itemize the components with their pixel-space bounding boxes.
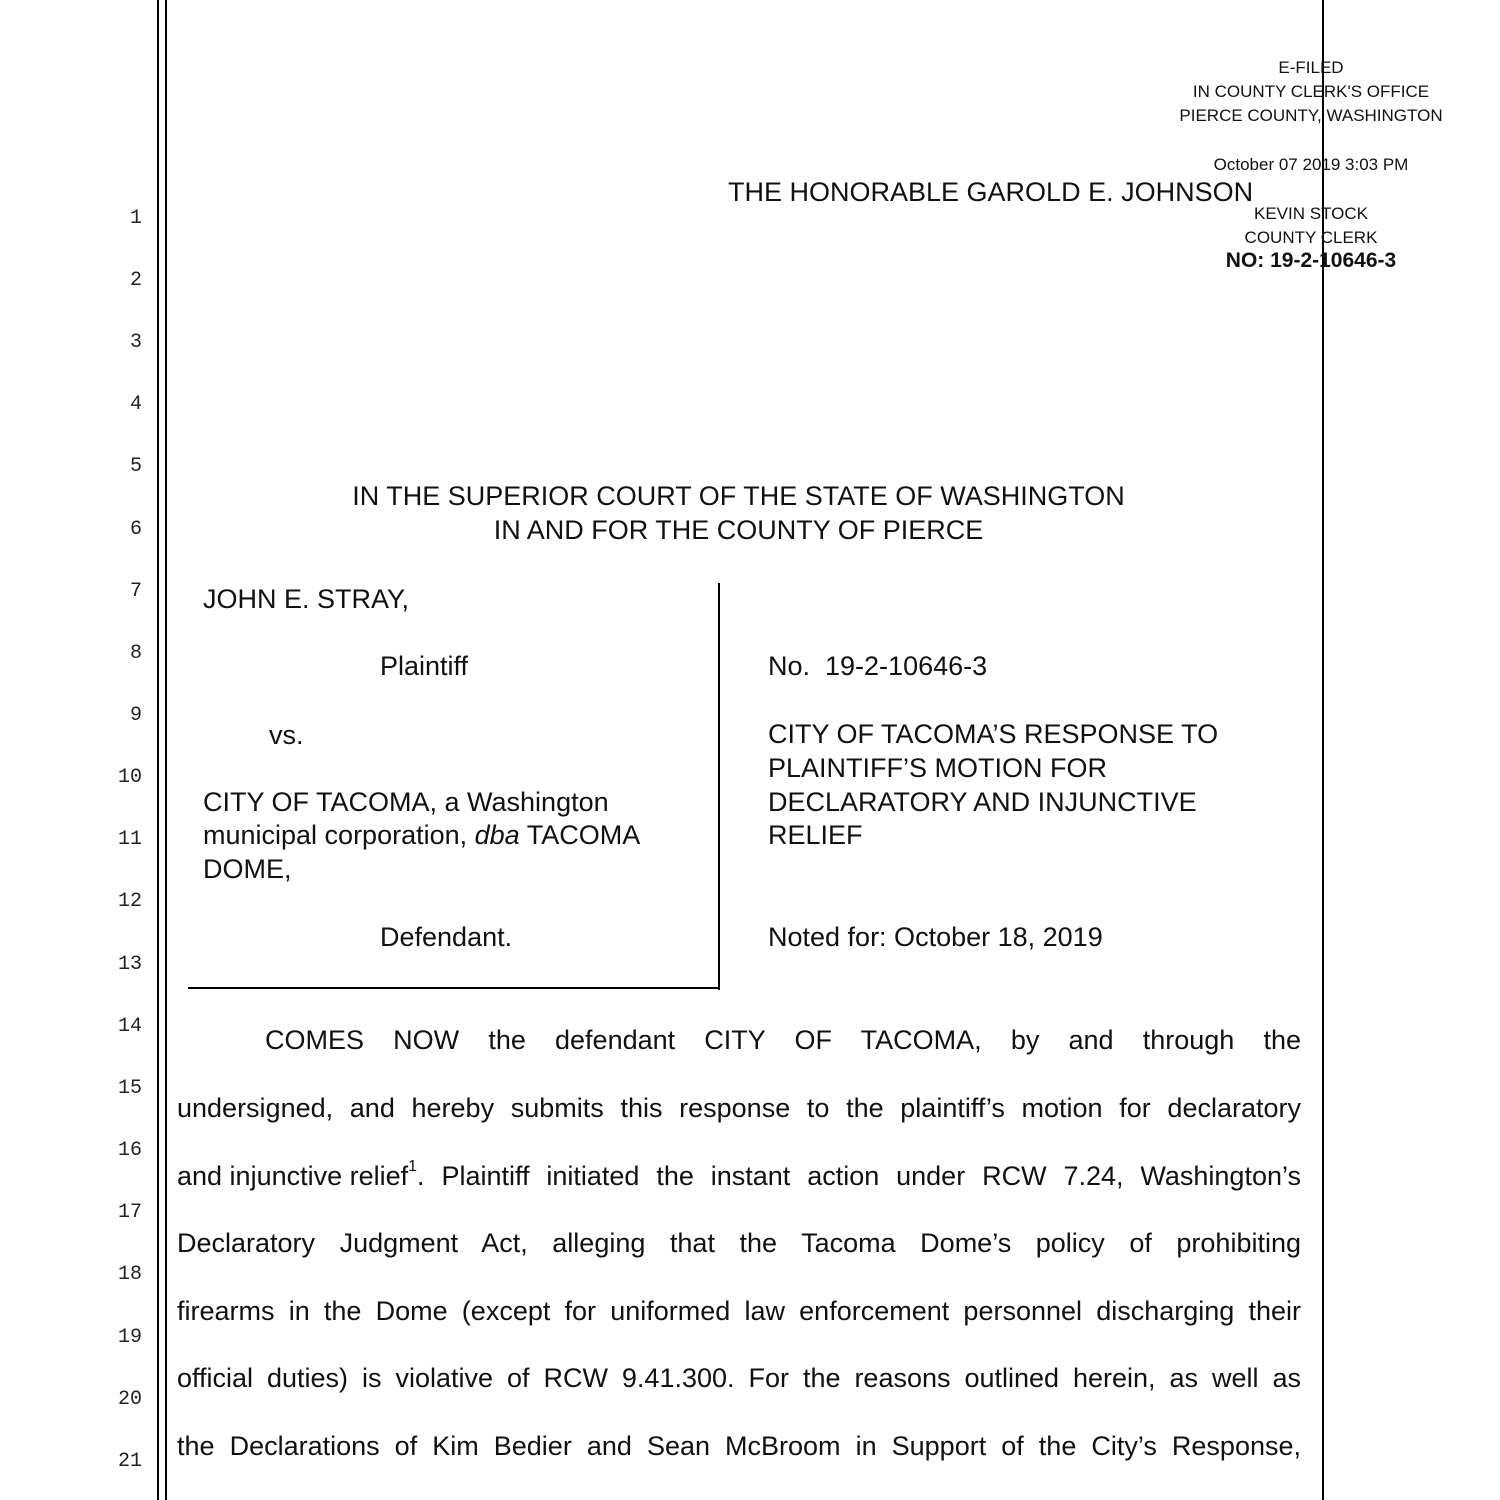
line-number: 12 xyxy=(117,890,142,913)
plaintiff-name: JOHN E. STRAY, xyxy=(203,584,410,614)
case-number: No. 19-2-10646-3 xyxy=(768,651,988,681)
line-number: 17 xyxy=(117,1201,142,1224)
line-number: 11 xyxy=(117,828,142,851)
body-line: firearms in the Dome (except for uniformed law enforcement personnel discharging their xyxy=(177,1296,1301,1326)
body-line: the Declarations of Kim Bedier and Sean McBroom in Support of the City’s Response, xyxy=(177,1431,1301,1461)
line-number: 4 xyxy=(129,393,142,416)
judge-name: THE HONORABLE GAROLD E. JOHNSON xyxy=(728,177,1254,207)
body-line: COMES NOW the defendant CITY OF TACOMA, by and through the xyxy=(265,1025,1301,1055)
document-title-line1: CITY OF TACOMA’S RESPONSE TO xyxy=(768,719,1219,749)
line-number: 1 xyxy=(129,207,142,230)
line-number: 16 xyxy=(117,1139,142,1162)
stamp-line: E-FILED xyxy=(1278,58,1344,77)
noted-for: Noted for: October 18, 2019 xyxy=(768,922,1103,952)
line-number: 7 xyxy=(129,580,142,603)
document-title-line3: DECLARATORY AND INJUNCTIVE xyxy=(768,787,1197,817)
line-number: 13 xyxy=(117,953,142,976)
defendant-line1: CITY OF TACOMA, a Washington xyxy=(203,787,609,817)
line-number: 19 xyxy=(117,1326,142,1349)
plaintiff-role: Plaintiff xyxy=(380,651,469,681)
document-title-line2: PLAINTIFF’S MOTION FOR xyxy=(768,753,1108,783)
body-line: Declaratory Judgment Act, alleging that the Tacoma Dome’s policy of prohibiting xyxy=(177,1228,1301,1258)
line-number: 14 xyxy=(117,1015,142,1038)
line-number: 2 xyxy=(129,269,142,292)
line-number: 15 xyxy=(117,1077,142,1100)
caption-divider-horizontal xyxy=(188,987,720,989)
body-line xyxy=(177,1158,1301,1192)
stamp-case-number: NO: 19-2-10646-3 xyxy=(1225,249,1397,272)
line-number: 20 xyxy=(117,1388,142,1411)
stamp-clerk-name: KEVIN STOCK xyxy=(1254,204,1368,223)
body-line: undersigned, and hereby submits this response to the plaintiff’s motion for declaratory xyxy=(177,1093,1301,1123)
versus: vs. xyxy=(269,720,304,750)
line-number: 5 xyxy=(129,455,142,478)
document-title-line4: RELIEF xyxy=(768,820,863,850)
defendant-line2a: municipal corporation, xyxy=(203,820,475,850)
body-line: official duties) is violative of RCW 9.41.300. For the reasons outlined herein, as well as xyxy=(177,1363,1301,1393)
defendant-line2 xyxy=(203,820,640,851)
line-number: 10 xyxy=(117,766,142,789)
stamp-date: October 07 2019 3:03 PM xyxy=(1213,155,1409,174)
stamp-clerk-title: COUNTY CLERK xyxy=(1244,228,1378,247)
body-line3-end: . Plaintiff initiated the instant action under RCW 7.24, Washington’s xyxy=(417,1161,1301,1191)
line-number: 8 xyxy=(129,642,142,665)
footnote-marker: 1 xyxy=(408,1158,418,1175)
line-number: 6 xyxy=(129,518,142,541)
court-title-line2: IN AND FOR THE COUNTY OF PIERCE xyxy=(493,515,984,545)
defendant-role: Defendant. xyxy=(380,922,513,952)
defendant-dba: dba xyxy=(474,820,520,850)
line-number: 3 xyxy=(129,331,142,354)
line-number: 9 xyxy=(129,704,142,727)
defendant-line2c: TACOMA xyxy=(519,820,641,850)
line-number: 18 xyxy=(117,1263,142,1286)
caption-divider-vertical xyxy=(718,583,720,990)
left-margin-rule-inner xyxy=(165,0,167,1500)
court-title-line1: IN THE SUPERIOR COURT OF THE STATE OF WASHINGTON xyxy=(352,481,1125,511)
stamp-line: PIERCE COUNTY, WASHINGTON xyxy=(1179,106,1443,125)
line-number: 21 xyxy=(117,1450,142,1473)
body-line3-start: and injunctive relief xyxy=(177,1161,409,1191)
left-margin-rule-outer xyxy=(157,0,159,1500)
defendant-line3: DOME, xyxy=(203,854,292,884)
stamp-line: IN COUNTY CLERK'S OFFICE xyxy=(1192,82,1430,101)
